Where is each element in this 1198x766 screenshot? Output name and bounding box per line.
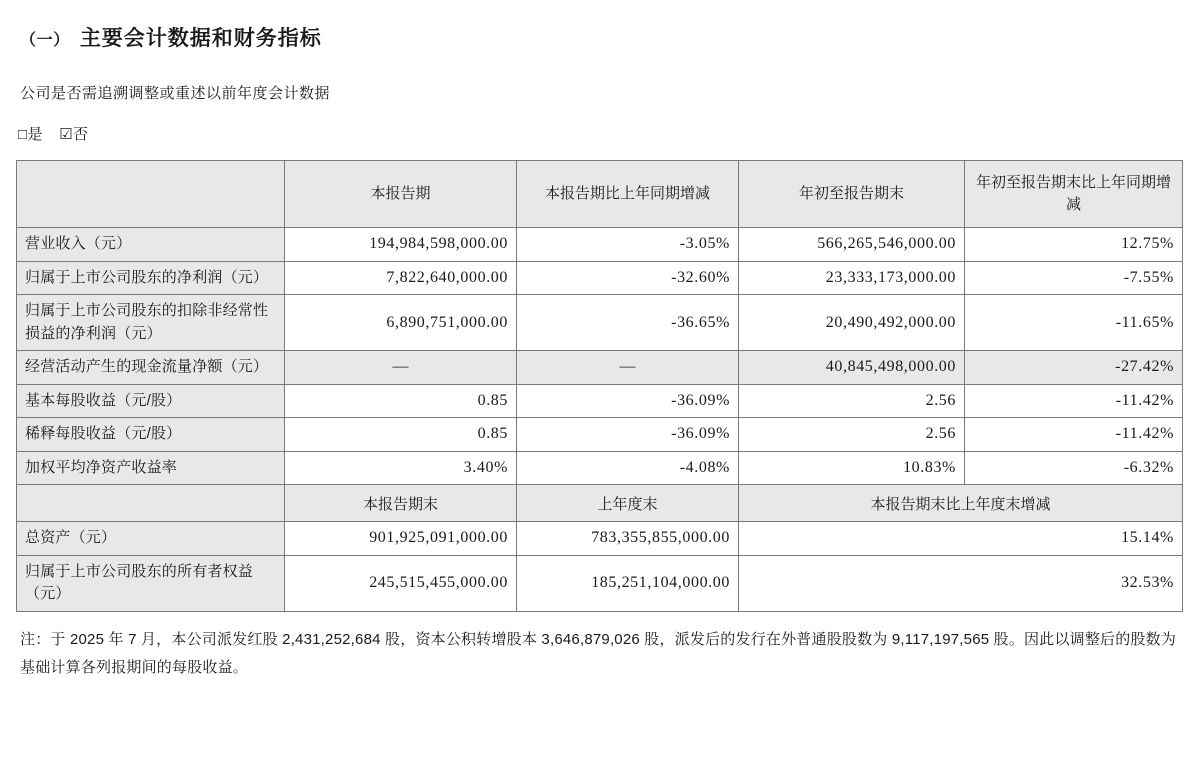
row-value-change: 32.53% bbox=[739, 555, 1183, 611]
header-corner bbox=[17, 161, 285, 228]
row-value-ytd: 40,845,498,000.00 bbox=[739, 351, 965, 385]
subheader-change: 本报告期末比上年度末增减 bbox=[739, 485, 1183, 522]
table-row bbox=[17, 351, 1183, 385]
row-value-ytd-yoy: -11.42% bbox=[965, 384, 1183, 418]
choice-yes[interactable]: □是 bbox=[18, 126, 44, 143]
row-label: 加权平均净资产收益率 bbox=[17, 451, 285, 485]
row-value-current: 194,984,598,000.00 bbox=[285, 228, 517, 262]
row-value-ytd-yoy: -7.55% bbox=[965, 261, 1183, 295]
row-label: 经营活动产生的现金流量净额（元） bbox=[17, 351, 285, 385]
row-value-prior-year-end: 783,355,855,000.00 bbox=[517, 522, 739, 556]
table-header-row bbox=[17, 161, 1183, 228]
row-value-ytd-yoy: 12.75% bbox=[965, 228, 1183, 262]
row-value-current: 6,890,751,000.00 bbox=[285, 295, 517, 351]
row-value-current-yoy: -32.60% bbox=[517, 261, 739, 295]
table-footnote: 注：于 2025 年 7 月，本公司派发红股 2,431,252,684 股，资本公积转增股本 3,646,879,026 股，派发后的发行在外普通股股数为 9,117,197,565 股。因此以调整后的股数为基础计算各列报期间的每股收益。 bbox=[20, 630, 1177, 676]
row-label: 总资产（元） bbox=[17, 522, 285, 556]
row-value-ytd-yoy: -11.65% bbox=[965, 295, 1183, 351]
row-value-ytd-yoy: -11.42% bbox=[965, 418, 1183, 452]
choice-group bbox=[16, 123, 1182, 144]
row-value-current: 0.85 bbox=[285, 418, 517, 452]
row-label: 归属于上市公司股东的所有者权益（元） bbox=[17, 555, 285, 611]
header-ytd-yoy: 年初至报告期末比上年同期增减 bbox=[965, 161, 1183, 228]
row-label: 稀释每股收益（元/股） bbox=[17, 418, 285, 452]
section-title-text: 主要会计数据和财务指标 bbox=[79, 27, 322, 50]
table-row bbox=[17, 261, 1183, 295]
row-label: 基本每股收益（元/股） bbox=[17, 384, 285, 418]
table-row bbox=[17, 555, 1183, 611]
table-row bbox=[17, 228, 1183, 262]
row-value-current-yoy: — bbox=[517, 351, 739, 385]
subheader-period-end: 本报告期末 bbox=[285, 485, 517, 522]
row-value-current-yoy: -36.09% bbox=[517, 384, 739, 418]
row-value-current: 3.40% bbox=[285, 451, 517, 485]
row-value-current: 7,822,640,000.00 bbox=[285, 261, 517, 295]
row-label: 归属于上市公司股东的净利润（元） bbox=[17, 261, 285, 295]
row-value-current-yoy: -36.09% bbox=[517, 418, 739, 452]
table-subheader-row bbox=[17, 485, 1183, 522]
row-value-ytd: 566,265,546,000.00 bbox=[739, 228, 965, 262]
row-value-period-end: 901,925,091,000.00 bbox=[285, 522, 517, 556]
table-row bbox=[17, 384, 1183, 418]
page-title bbox=[16, 22, 1182, 52]
row-value-prior-year-end: 185,251,104,000.00 bbox=[517, 555, 739, 611]
subheader-corner bbox=[17, 485, 285, 522]
row-value-current-yoy: -4.08% bbox=[517, 451, 739, 485]
row-value-ytd: 20,490,492,000.00 bbox=[739, 295, 965, 351]
row-value-ytd-yoy: -27.42% bbox=[965, 351, 1183, 385]
row-value-change: 15.14% bbox=[739, 522, 1183, 556]
row-value-ytd-yoy: -6.32% bbox=[965, 451, 1183, 485]
table-row bbox=[17, 451, 1183, 485]
row-label: 归属于上市公司股东的扣除非经常性损益的净利润（元） bbox=[17, 295, 285, 351]
subheader-prior-year-end: 上年度末 bbox=[517, 485, 739, 522]
table-row bbox=[17, 295, 1183, 351]
table-row bbox=[17, 522, 1183, 556]
row-value-current: — bbox=[285, 351, 517, 385]
row-value-current-yoy: -36.65% bbox=[517, 295, 739, 351]
question-text: 公司是否需追溯调整或重述以前年度会计数据 bbox=[20, 85, 331, 102]
row-value-ytd: 2.56 bbox=[739, 384, 965, 418]
header-current-period-yoy: 本报告期比上年同期增减 bbox=[517, 161, 739, 228]
row-value-ytd: 23,333,173,000.00 bbox=[739, 261, 965, 295]
section-number: （一） bbox=[20, 32, 70, 49]
header-current-period: 本报告期 bbox=[285, 161, 517, 228]
row-value-ytd: 10.83% bbox=[739, 451, 965, 485]
choice-no[interactable]: ☑否 bbox=[59, 126, 89, 143]
row-value-period-end: 245,515,455,000.00 bbox=[285, 555, 517, 611]
financial-summary-table bbox=[16, 160, 1183, 612]
row-value-current-yoy: -3.05% bbox=[517, 228, 739, 262]
row-label: 营业收入（元） bbox=[17, 228, 285, 262]
table-row bbox=[17, 418, 1183, 452]
row-value-current: 0.85 bbox=[285, 384, 517, 418]
row-value-ytd: 2.56 bbox=[739, 418, 965, 452]
header-ytd: 年初至报告期末 bbox=[739, 161, 965, 228]
